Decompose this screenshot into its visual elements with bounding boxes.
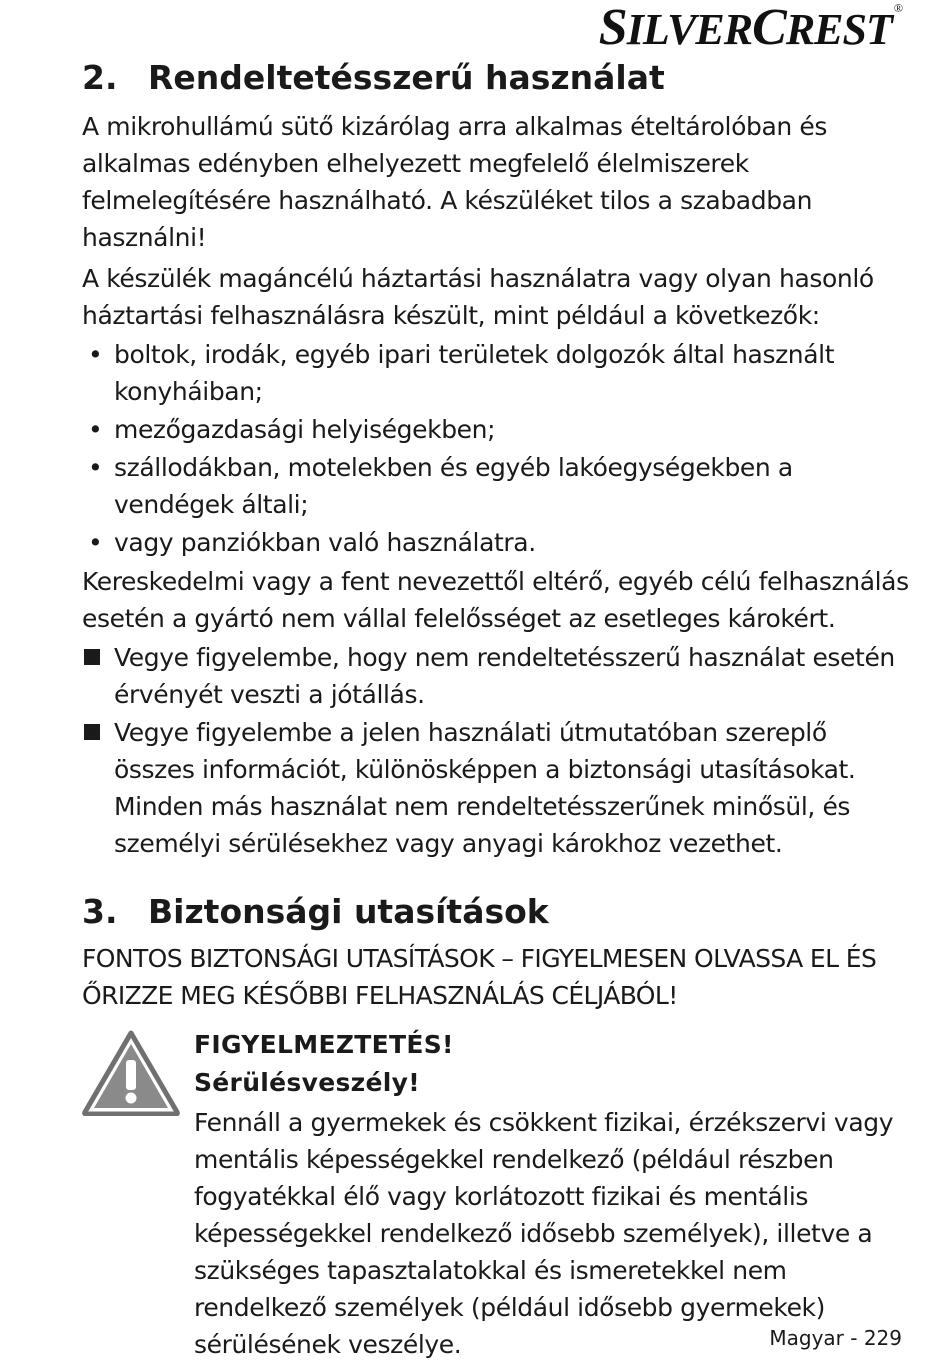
registered-mark: ® bbox=[893, 1, 902, 15]
note-item: Vegye figyelembe, hogy nem rendeltetésszerű használat esetén érvényét veszti a jótállás. bbox=[82, 639, 912, 713]
square-bullet-icon bbox=[84, 724, 100, 740]
warning-label: FIGYELMEZTETÉS! bbox=[194, 1030, 454, 1059]
note-item: Vegye figyelembe a jelen használati útmutatóban szereplő összes információt, különösképpen a biztonsági utasításokat. Minden más használat nem rendeltetésszerűnek minősül, és személyi sérülésekhez vagy anyagi károkhoz vezethet. bbox=[82, 714, 912, 862]
usage-locations-list bbox=[82, 336, 912, 561]
square-bullet-icon bbox=[84, 649, 100, 665]
warning-text: Fennáll a gyermekek és csökkent fizikai, érzékszervi vagy mentális képességekkel rendelkező (például részben fogyatékkal élő vagy korlátozott fizikai és mentális képességekkel rendelkező idősebb személyek), illetve a szükséges tapasztalatokkal és ismeretekkel nem rendelkező személyek (például idősebb gyermekek) sérülésének veszélye. bbox=[194, 1108, 894, 1359]
page-footer: Magyar - 229 bbox=[769, 1326, 902, 1350]
list-item: • szállodákban, motelekben és egyéb lakóegységekben a vendégek általi; bbox=[82, 449, 912, 523]
list-item: • vagy panziókban való használatra. bbox=[82, 524, 912, 561]
section-2-heading bbox=[82, 56, 912, 100]
injury-hazard-label: Sérülésveszély! bbox=[194, 1068, 420, 1097]
section-2-title: Rendeltetésszerű használat bbox=[148, 58, 665, 97]
household-use-paragraph: A készülék magáncélú háztartási használatra vagy olyan hasonló háztartási felhasználásra készült, mint például a következők: bbox=[82, 264, 874, 330]
warning-block bbox=[82, 1026, 912, 1363]
warning-triangle-icon bbox=[82, 1030, 180, 1116]
section-2-number: 2. bbox=[82, 58, 118, 97]
brand-logo: SILVERCREST ® bbox=[598, 0, 902, 56]
page-content bbox=[82, 56, 912, 1363]
notes-list bbox=[82, 639, 912, 862]
liability-paragraph: Kereskedelmi vagy a fent nevezettől eltérő, egyéb célú felhasználás esetén a gyártó nem vállal felelősséget az esetleges károkért. bbox=[82, 567, 909, 633]
section-3-title: Biztonsági utasítások bbox=[148, 892, 549, 931]
intended-use-paragraph: A mikrohullámú sütő kizárólag arra alkalmas ételtárolóban és alkalmas edényben elhelyezett megfelelő élelmiszerek felmelegítésére használható. A készüléket tilos a szabadban használni! bbox=[82, 112, 827, 252]
section-3-heading bbox=[82, 890, 912, 934]
list-item: • boltok, irodák, egyéb ipari területek dolgozók által használt konyháiban; bbox=[82, 336, 912, 410]
list-item: • mezőgazdasági helyiségekben; bbox=[82, 411, 912, 448]
section-3-number: 3. bbox=[82, 892, 118, 931]
important-safety-notice: FONTOS BIZTONSÁGI UTASÍTÁSOK – FIGYELMESEN OLVASSA EL ÉS ŐRIZZE MEG KÉSŐBBI FELHASZNÁLÁS CÉLJÁBÓL! bbox=[82, 944, 877, 1010]
